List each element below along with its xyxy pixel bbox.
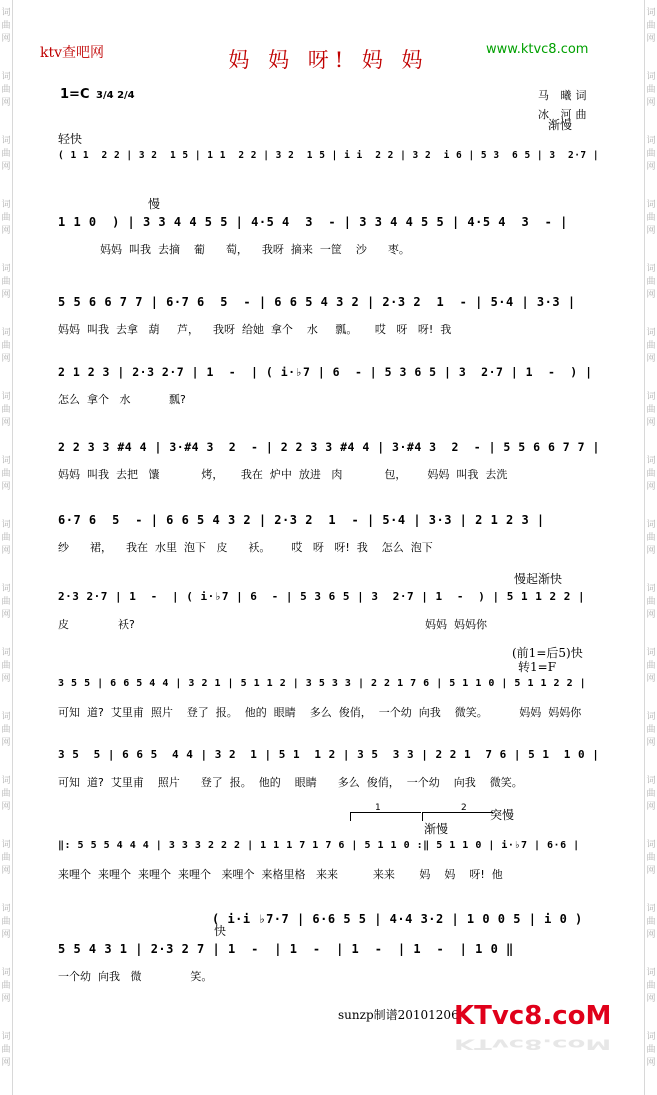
- side-watermark-char: 网: [646, 34, 656, 44]
- side-watermark-char: 词: [646, 776, 656, 786]
- side-watermark-char: 词: [646, 584, 656, 594]
- tempo-marking: 轻快: [58, 132, 83, 146]
- side-watermark-char: 网: [646, 866, 656, 876]
- side-watermark-char: 曲: [1, 981, 11, 991]
- side-watermark-char: 曲: [1, 917, 11, 927]
- side-watermark-char: 曲: [1, 1045, 11, 1055]
- side-watermark-char: 词: [1, 840, 11, 850]
- lyricist: 马 曦词: [538, 89, 591, 102]
- side-watermark-char: 网: [1, 610, 11, 620]
- lyrics-line: 妈妈 叫我 去把 馕 烤， 我在 炉中 放进 肉 包， 妈妈 叫我 去洗: [58, 468, 508, 481]
- lyrics-line: 妈妈 叫我 去摘 葡 萄， 我呀 摘来 一筐 沙 枣。: [58, 243, 410, 256]
- side-watermark-char: 词: [1, 584, 11, 594]
- notation-line: 5 5 6 6 7 7 | 6·7 6 5 - | 6 6 5 4 3 2 | 2·3 2 1 - | 5·4 | 3·3 |: [58, 295, 576, 309]
- lyrics-line: 纱 裙， 我在 水里 泡下 皮 袄。 哎 呀 呀! 我 怎么 泡下: [58, 541, 433, 554]
- notation-line: 2 2 3 3 #4 4 | 3·#4 3 2 - | 2 2 3 3 #4 4 | 3·#4 3 2 - | 5 5 6 6 7 7 |: [58, 440, 600, 454]
- side-watermark-char: 曲: [1, 597, 11, 607]
- tempo-marking: 转1=F: [518, 660, 557, 674]
- side-watermark-char: 词: [646, 1032, 656, 1042]
- side-watermark-char: 网: [1, 866, 11, 876]
- notation-line: 3 5 5 | 6 6 5 4 4 | 3 2 1 | 5 1 1 2 | 3 5 3 3 | 2 2 1 7 6 | 5 1 1 0 | 5 1 1 2 2 |: [58, 678, 587, 689]
- volta-second: [422, 803, 493, 821]
- time-signature: 3/4 2/4: [96, 90, 135, 101]
- side-watermark-char: 网: [646, 226, 656, 236]
- side-watermark-char: 曲: [646, 533, 656, 543]
- transcriber-credit: sunzp制谱20101206.: [338, 1008, 463, 1022]
- side-watermark-char: 曲: [1, 469, 11, 479]
- side-watermark-char: 曲: [1, 341, 11, 351]
- side-watermark-char: 曲: [646, 597, 656, 607]
- side-watermark-char: 词: [646, 904, 656, 914]
- side-watermark-char: 网: [646, 802, 656, 812]
- side-watermark-char: 网: [1, 354, 11, 364]
- side-watermark-char: 曲: [646, 277, 656, 287]
- song-title: 妈 妈 呀! 妈 妈: [228, 48, 429, 72]
- side-watermark-char: 网: [1, 98, 11, 108]
- side-watermark-char: 曲: [1, 277, 11, 287]
- side-watermark-char: 词: [646, 456, 656, 466]
- lyrics-line: 来哩个 来哩个 来哩个 来哩个 来哩个 来格里格 来来 来来 妈 妈 呀! 他: [58, 868, 503, 881]
- side-watermark-char: 网: [1, 482, 11, 492]
- side-watermark-char: 网: [1, 546, 11, 556]
- side-watermark-char: 词: [1, 200, 11, 210]
- side-watermark-char: 曲: [646, 725, 656, 735]
- side-watermark-char: 曲: [646, 341, 656, 351]
- side-watermark-char: 网: [1, 34, 11, 44]
- side-watermark-char: 曲: [646, 21, 656, 31]
- lyrics-line: 可知 道? 艾里甫 照片 登了 报。 他的 眼睛 多么 俊俏， 一个幼 向我 微笑。 妈妈 妈妈你: [58, 706, 582, 719]
- side-watermark-char: 网: [646, 418, 656, 428]
- site-url[interactable]: www.ktvc8.com: [486, 42, 589, 57]
- side-watermark-char: 曲: [646, 981, 656, 991]
- notation-line: 5 5 4 3 1 | 2·3 2 7 | 1 - | 1 - | 1 - | 1 - | 1 0 ‖: [58, 942, 514, 956]
- side-watermark-char: 网: [1, 674, 11, 684]
- side-watermark-char: 曲: [1, 789, 11, 799]
- side-watermark-char: 词: [646, 72, 656, 82]
- side-watermark-char: 网: [1, 930, 11, 940]
- side-watermark-char: 曲: [646, 405, 656, 415]
- tempo-marking: 突慢: [490, 808, 515, 822]
- side-watermark-char: 词: [646, 520, 656, 530]
- side-watermark-char: 词: [1, 1032, 11, 1042]
- volta-second-label: 2: [461, 803, 467, 813]
- side-watermark-char: 词: [1, 904, 11, 914]
- notation-line: ‖: 5 5 5 4 4 4 | 3 3 3 2 2 2 | 1 1 1 7 1 7 6 | 5 1 1 0 :‖ 5 1 1 0 | i·♭7 | 6·6 |: [58, 840, 580, 851]
- side-watermark-char: 曲: [1, 533, 11, 543]
- side-watermark-char: 词: [1, 392, 11, 402]
- side-watermark-char: 词: [1, 712, 11, 722]
- side-watermark-char: 词: [646, 264, 656, 274]
- side-watermark-char: 网: [646, 674, 656, 684]
- side-watermark-char: 网: [646, 354, 656, 364]
- side-watermark-char: 曲: [646, 85, 656, 95]
- side-watermark-char: 曲: [646, 1045, 656, 1055]
- side-watermark-char: 曲: [646, 789, 656, 799]
- side-watermark-char: 网: [646, 738, 656, 748]
- composer: 冰 河曲: [538, 108, 591, 121]
- logo-reflection: KTvc8.coM: [454, 1036, 612, 1053]
- side-watermark-char: 词: [1, 72, 11, 82]
- side-watermark-char: 网: [646, 1058, 656, 1068]
- lyrics-line: 一个幼 向我 微 笑。: [58, 970, 213, 983]
- side-watermark-char: 网: [646, 98, 656, 108]
- side-watermark-char: 词: [646, 840, 656, 850]
- lyrics-line: 皮 袄? 妈妈 妈妈你: [58, 618, 487, 631]
- side-watermark-char: 曲: [646, 853, 656, 863]
- tempo-marking: 慢起渐快: [514, 572, 563, 586]
- notation-line: 2 1 2 3 | 2·3 2·7 | 1 - | ( i·♭7 | 6 - | 5 3 6 5 | 3 2·7 | 1 - ) |: [58, 365, 593, 379]
- side-watermark-char: 网: [1, 802, 11, 812]
- side-watermark-char: 词: [1, 520, 11, 530]
- side-watermark-char: 曲: [646, 213, 656, 223]
- side-watermark-char: 网: [646, 290, 656, 300]
- side-watermark-char: 网: [1, 162, 11, 172]
- notation-line: ( 1 1 2 2 | 3 2 1 5 | 1 1 2 2 | 3 2 1 5 | i i 2 2 | 3 2 i 6 | 5 3 6 5 | 3 2·7 |: [58, 150, 600, 161]
- side-watermark-char: 网: [1, 290, 11, 300]
- side-watermark-char: 词: [646, 712, 656, 722]
- side-watermark-char: 网: [1, 994, 11, 1004]
- side-watermark-char: 曲: [1, 853, 11, 863]
- side-watermark-char: 词: [1, 328, 11, 338]
- side-watermark-char: 网: [646, 994, 656, 1004]
- side-watermark-char: 网: [1, 1058, 11, 1068]
- volta-first-label: 1: [375, 803, 381, 813]
- ossia-notes: ( i·i ♭7·7 | 6·6 5 5 | 4·4 3·2 | 1 0 0 5 | i 0 ): [212, 912, 583, 926]
- tempo-marking: 渐慢: [424, 822, 449, 836]
- side-watermark-char: 词: [646, 328, 656, 338]
- lyrics-line: 可知 道? 艾里甫 照片 登了 报。 他的 眼睛 多么 俊俏， 一个幼 向我 微笑。: [58, 776, 523, 789]
- notation-line: 1 1 0 ) | 3 3 4 4 5 5 | 4·5 4 3 - | 3 3 4 4 5 5 | 4·5 4 3 - |: [58, 215, 568, 229]
- lyrics-line: 怎么 拿个 水 瓢?: [58, 393, 186, 406]
- side-watermark-char: 词: [1, 968, 11, 978]
- volta-first: [350, 803, 421, 821]
- side-watermark-char: 词: [1, 776, 11, 786]
- ktvc8-logo[interactable]: [452, 1000, 612, 1053]
- side-watermark-char: 曲: [1, 725, 11, 735]
- side-watermark-char: 网: [646, 546, 656, 556]
- side-watermark-char: 词: [1, 264, 11, 274]
- lyrics-line: 妈妈 叫我 去拿 葫 芦， 我呀 给她 拿个 水 瓢。 哎 呀 呀! 我: [58, 323, 452, 336]
- side-watermark-char: 词: [1, 136, 11, 146]
- side-watermark-char: 曲: [1, 213, 11, 223]
- tempo-marking: 慢: [148, 197, 161, 211]
- side-watermark-char: 词: [646, 136, 656, 146]
- side-watermark-char: 曲: [1, 405, 11, 415]
- logo-text: KTvc8.coM: [454, 1001, 612, 1031]
- tempo-marking: 快: [214, 924, 227, 938]
- side-watermark-char: 网: [646, 162, 656, 172]
- side-watermark-char: 曲: [646, 469, 656, 479]
- side-watermark-char: 曲: [1, 149, 11, 159]
- side-watermark-char: 曲: [1, 661, 11, 671]
- side-watermark-char: 词: [1, 8, 11, 18]
- side-watermark-char: 词: [646, 648, 656, 658]
- side-watermark-char: 词: [1, 456, 11, 466]
- side-watermark-char: 曲: [646, 149, 656, 159]
- side-watermark-char: 词: [646, 392, 656, 402]
- side-watermark-char: 网: [646, 610, 656, 620]
- side-watermark-char: 词: [646, 8, 656, 18]
- site-name[interactable]: ktv查吧网: [40, 45, 105, 61]
- side-watermark-char: 曲: [646, 917, 656, 927]
- side-watermark-char: 曲: [1, 21, 11, 31]
- key-label: 1=C: [60, 87, 90, 102]
- side-watermark-char: 网: [1, 738, 11, 748]
- notation-line: 2·3 2·7 | 1 - | ( i·♭7 | 6 - | 5 3 6 5 | 3 2·7 | 1 - ) | 5 1 1 2 2 |: [58, 590, 586, 603]
- tempo-marking: (前1=后5)快: [512, 646, 583, 660]
- notation-line: 6·7 6 5 - | 6 6 5 4 3 2 | 2·3 2 1 - | 5·4 | 3·3 | 2 1 2 3 |: [58, 513, 545, 527]
- side-watermark-char: 网: [1, 418, 11, 428]
- side-watermark-char: 曲: [646, 661, 656, 671]
- side-watermark-char: 词: [1, 648, 11, 658]
- side-watermark-char: 网: [646, 930, 656, 940]
- side-watermark-char: 词: [646, 200, 656, 210]
- tempo-marking: 渐慢: [548, 118, 573, 132]
- notation-line: 3 5 5 | 6 6 5 4 4 | 3 2 1 | 5 1 1 2 | 3 5 3 3 | 2 2 1 7 6 | 5 1 1 0 |: [58, 748, 600, 761]
- side-watermark-char: 词: [646, 968, 656, 978]
- side-watermark-char: 网: [1, 226, 11, 236]
- side-watermark-char: 网: [646, 482, 656, 492]
- key-signature: [60, 87, 135, 102]
- side-watermark-char: 曲: [1, 85, 11, 95]
